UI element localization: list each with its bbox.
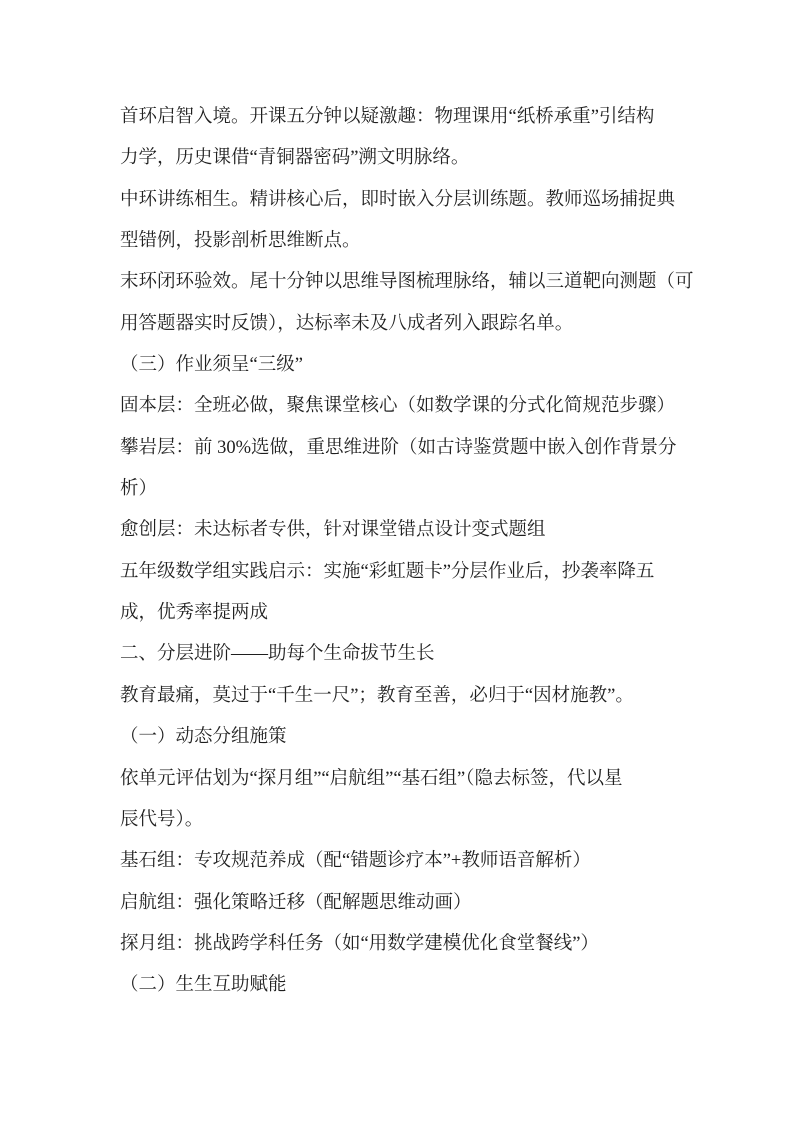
paragraph bbox=[120, 634, 680, 675]
paragraph bbox=[120, 428, 680, 511]
document-body bbox=[120, 97, 694, 1007]
text-line: 二、分层进阶——助每个生命拔节生长 bbox=[120, 644, 435, 665]
paragraph bbox=[120, 924, 680, 965]
text-line: 教育最痛，莫过于“千生一尺”；教育至善，必归于“因材施教”。 bbox=[120, 685, 634, 706]
paragraph bbox=[120, 262, 694, 345]
paragraph bbox=[120, 676, 680, 717]
text-line: 用答题器实时反馈），达标率未及八成者列入跟踪名单。 bbox=[120, 313, 574, 334]
paragraph bbox=[120, 345, 680, 386]
text-line: 依单元评估划为“探月组”“启航组”“基石组”（隐去标签，代以星 bbox=[120, 768, 623, 789]
text-line: 末环闭环验效。尾十分钟以思维导图梳理脉络，辅以三道靶向测题（可 bbox=[120, 272, 694, 293]
paragraph bbox=[120, 97, 680, 180]
text-line: 辰代号）。 bbox=[120, 809, 204, 830]
text-line: 中环讲练相生。精讲核心后，即时嵌入分层训练题。教师巡场捕捉典 bbox=[120, 189, 676, 210]
text-line: （二）生生互助赋能 bbox=[120, 975, 287, 996]
text-line: 启航组：强化策略迁移（配解题思维动画） bbox=[120, 892, 472, 913]
text-line: 型错例，投影剖析思维断点。 bbox=[120, 231, 361, 252]
text-line: （三）作业须呈“三级” bbox=[120, 355, 303, 376]
paragraph bbox=[120, 717, 680, 758]
paragraph bbox=[120, 552, 680, 635]
text-line: 析） bbox=[120, 479, 158, 500]
text-line: 攀岩层：前 30%选做，重思维进阶（如古诗鉴赏题中嵌入创作背景分 bbox=[120, 437, 677, 458]
text-line: 基石组：专攻规范养成（配“错题诊疗本”+教师语音解析） bbox=[120, 851, 591, 872]
paragraph bbox=[120, 510, 680, 551]
paragraph bbox=[120, 883, 680, 924]
text-line: 首环启智入境。开课五分钟以疑激趣：物理课用“纸桥承重”引结构 bbox=[120, 107, 655, 127]
text-line: 力学，历史课借“青铜器密码”溯文明脉络。 bbox=[120, 148, 470, 169]
text-line: （一）动态分组施策 bbox=[120, 727, 287, 748]
text-line: 成，优秀率提两成 bbox=[120, 603, 269, 624]
paragraph bbox=[120, 180, 680, 263]
text-line: 五年级数学组实践启示：实施“彩虹题卡”分层作业后，抄袭率降五 bbox=[120, 561, 655, 582]
paragraph bbox=[120, 759, 680, 842]
text-line: 固本层：全班必做，聚焦课堂核心（如数学课的分式化简规范步骤） bbox=[120, 396, 676, 417]
paragraph bbox=[120, 965, 680, 1006]
paragraph bbox=[120, 386, 680, 427]
text-line: 探月组：挑战跨学科任务（如“用数学建模优化食堂餐线”） bbox=[120, 933, 599, 954]
paragraph bbox=[120, 841, 680, 882]
text-line: 愈创层：未达标者专供，针对课堂错点设计变式题组 bbox=[120, 520, 546, 541]
